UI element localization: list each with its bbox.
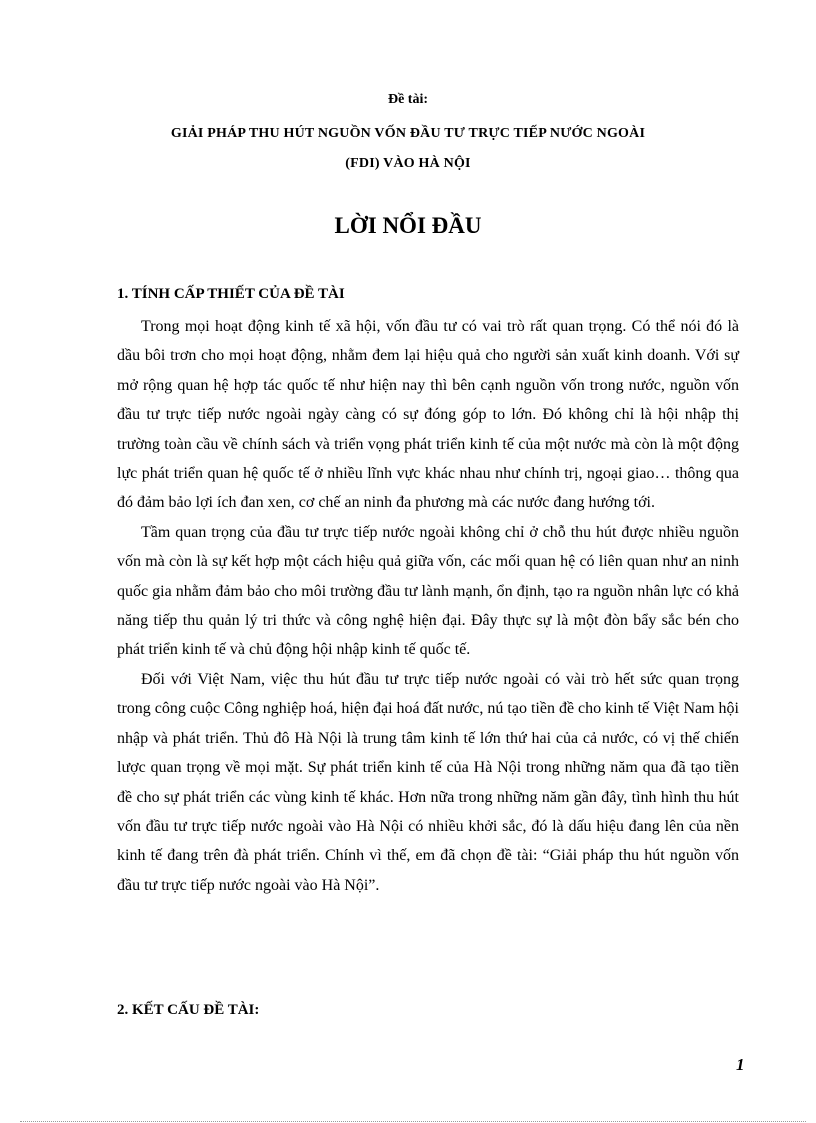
body-text (117, 312, 739, 900)
topic-label: Đề tài: (387, 92, 429, 107)
topic-title-line-2: (FDI) VÀO HÀ NỘI (345, 156, 471, 171)
page-bottom-divider (20, 1121, 806, 1122)
topic-title-line-1: GIẢI PHÁP THU HÚT NGUỒN VỐN ĐẦU TƯ TRỰC TIẾP NƯỚC NGOÀI (170, 126, 646, 141)
page-number: 1 (736, 1055, 745, 1074)
section-2-heading: 2. KẾT CẤU ĐỀ TÀI: (117, 1002, 260, 1018)
paragraph-1: Trong mọi hoạt động kinh tế xã hội, vốn đầu tư có vai trò rất quan trọng. Có thể nói đó là dầu bôi trơn cho mọi hoạt động, nhằm đem lại hiệu quả cho người sản xuất kinh doanh. Với sự mở rộng quan hệ hợp tác quốc tế như hiện nay thì bên cạnh nguồn vốn trong nước, nguồn vốn đầu tư trực tiếp nước ngoài ngày càng có sự đóng góp to lớn. Đó không chỉ là hội nhập thị trường toàn cầu về chính sách và triển vọng phát triển kinh tế của một nước mà còn là một động lực phát triển quan hệ quốc tế ở nhiều lĩnh vực khác nhau như chính trị, ngoại giao… thông qua đó đảm bảo lợi ích đan xen, cơ chế an ninh đa phương mà các nước đang hướng tới. (117, 318, 739, 512)
paragraph-2: Tầm quan trọng của đầu tư trực tiếp nước ngoài không chỉ ở chỗ thu hút được nhiều nguồn vốn mà còn là sự kết hợp một cách hiệu quả giữa vốn, các mối quan hệ có liên quan như an ninh quốc gia nhằm đảm bảo cho môi trường đầu tư lành mạnh, ổn định, tạo ra nguồn nhân lực có khả năng tiếp thu quản lý tri thức và công nghệ hiện đại. Đây thực sự là một đòn bẩy sắc bén cho phát triển kinh tế và chủ động hội nhập kinh tế quốc tế. (117, 523, 739, 659)
paragraph-3: Đối với Việt Nam, việc thu hút đầu tư trực tiếp nước ngoài có vài trò hết sức quan trọng trong công cuộc Công nghiệp hoá, hiện đại hoá đất nước, nú tạo tiền đề cho kinh tế Việt Nam hội nhập và phát triển. Thủ đô Hà Nội là trung tâm kinh tế lớn thứ hai của cả nước, có vị thế chiến lược quan trọng về mọi mặt. Sự phát triển kinh tế của Hà Nội trong những năm qua đã tạo tiền đề cho sự phát triển các vùng kinh tế khác. Hơn nữa trong những năm gần đây, tình hình thu hút vốn đầu tư trực tiếp nước ngoài vào Hà Nội có nhiều khởi sắc, đó là dấu hiệu đang lên của nền kinh tế đang trên đà phát triển. Chính vì thế, em đã chọn đề tài: “Giải pháp thu hút nguồn vốn đầu tư trực tiếp nước ngoài vào Hà Nội”. (117, 670, 739, 894)
preface-heading: LỜI NỔI ĐẦU (334, 213, 482, 238)
section-1-heading: 1. TÍNH CẤP THIẾT CỦA ĐỀ TÀI (117, 286, 345, 302)
